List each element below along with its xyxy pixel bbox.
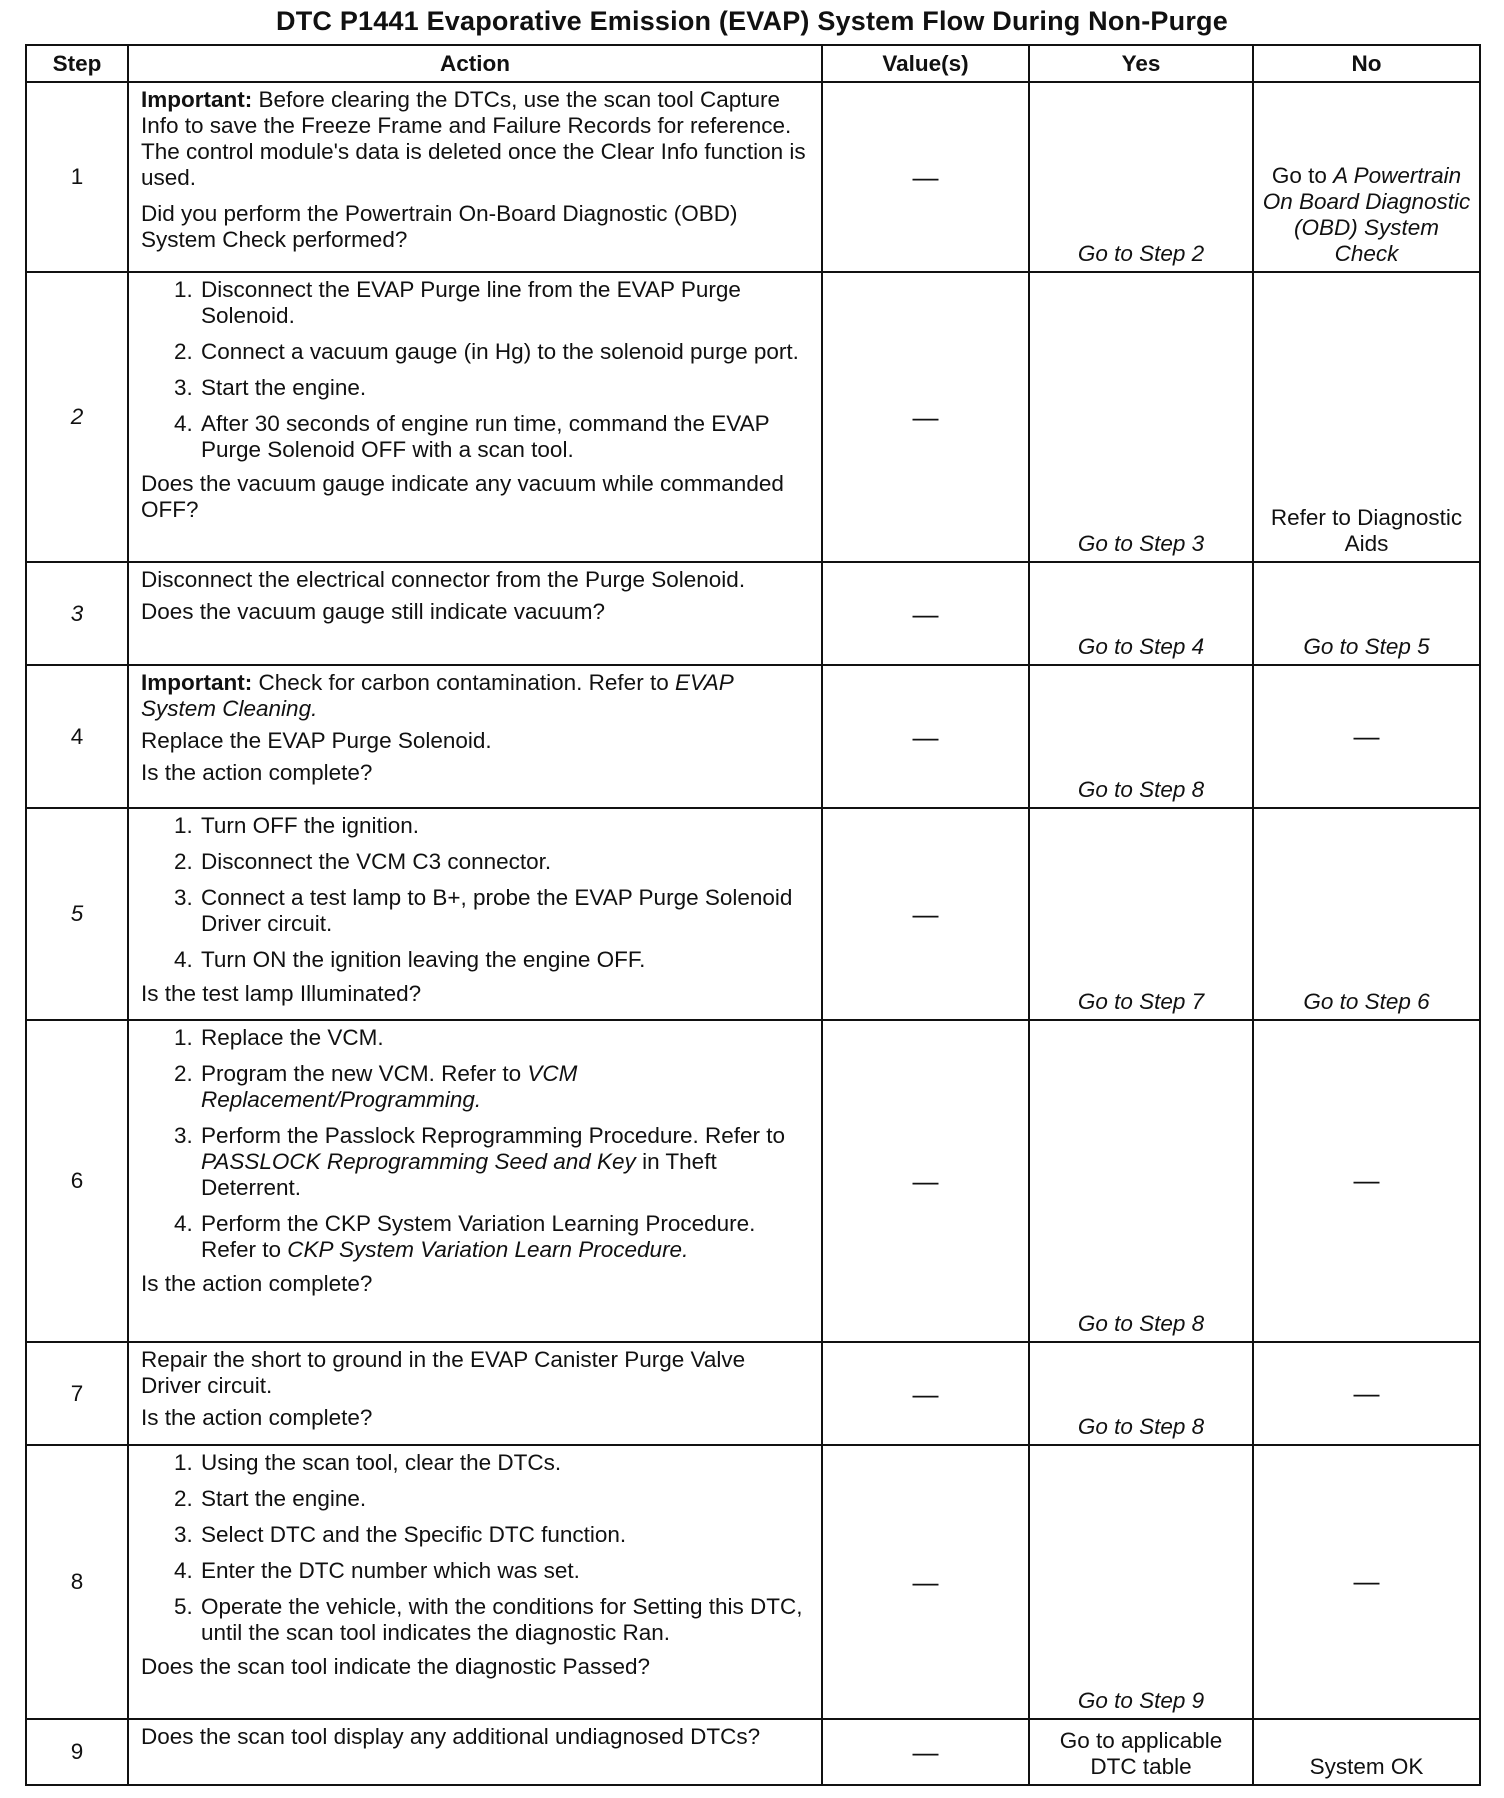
question-text: Is the action complete? [141, 760, 373, 785]
no-prefix: Go to [1271, 163, 1334, 188]
step-number: 4 [26, 665, 128, 808]
header-values: Value(s) [822, 45, 1029, 82]
list-item-text: Perform the Passlock Reprogramming Procedure. Refer to [201, 1123, 785, 1148]
action-cell [128, 665, 822, 808]
table-row [26, 665, 1480, 808]
step-number: 6 [26, 1020, 128, 1342]
list-item [199, 1211, 811, 1263]
value-cell: — [822, 82, 1029, 272]
list-item: 1. Disconnect the EVAP Purge line from the EVAP Purge Solenoid. [199, 277, 811, 329]
list-item-text: Program the new VCM. Refer to [201, 1061, 528, 1086]
yes-cell: Go to Step 2 [1029, 82, 1253, 272]
list-item: 1. Turn OFF the ignition. [199, 813, 811, 839]
action-cell [128, 1020, 822, 1342]
important-text: Before clearing the DTCs, use the scan tool Capture Info to save the Freeze Frame and Failure Records for reference. The control module's data is deleted once the Clear Info function is used. [141, 87, 806, 190]
action-cell [128, 562, 822, 665]
value-cell: — [822, 1020, 1029, 1342]
important-label: Important: [141, 670, 253, 695]
question-text: Does the vacuum gauge still indicate vacuum? [141, 599, 606, 624]
list-item: 4. Turn ON the ignition leaving the engine OFF. [199, 947, 811, 973]
action-text: Disconnect the electrical connector from the Purge Solenoid. [141, 567, 746, 592]
no-cell: — [1253, 1342, 1480, 1445]
no-cell: Go to Step 6 [1253, 808, 1480, 1020]
yes-cell: Go to Step 8 [1029, 1342, 1253, 1445]
question-text: Did you perform the Powertrain On-Board Diagnostic (OBD) System Check performed? [141, 201, 738, 252]
reference-link: EVAP System Cleaning. [141, 670, 733, 721]
yes-cell: Go to Step 4 [1029, 562, 1253, 665]
question-text: Does the vacuum gauge indicate any vacuum while commanded OFF? [141, 471, 784, 522]
header-no: No [1253, 45, 1480, 82]
value-cell: — [822, 808, 1029, 1020]
value-cell: — [822, 272, 1029, 562]
list-item: 3. Select DTC and the Specific DTC function. [199, 1522, 811, 1548]
table-row [26, 808, 1480, 1020]
step-number: 8 [26, 1445, 128, 1719]
list-item: 3. Connect a test lamp to B+, probe the EVAP Purge Solenoid Driver circuit. [199, 885, 811, 937]
no-cell: Refer to Diagnostic Aids [1253, 272, 1480, 562]
yes-cell: Go to Step 3 [1029, 272, 1253, 562]
no-cell: — [1253, 665, 1480, 808]
table-row [26, 1342, 1480, 1445]
important-text: Check for carbon contamination. Refer to [252, 670, 675, 695]
action-steps-list [141, 1450, 811, 1646]
reference-link: CKP System Variation Learn Procedure. [287, 1237, 689, 1262]
list-item: 1. Replace the VCM. [199, 1025, 811, 1051]
action-text: Repair the short to ground in the EVAP Canister Purge Valve Driver circuit. [141, 1347, 746, 1398]
list-item [199, 1061, 811, 1113]
list-item-text: Perform the CKP System Variation Learning Procedure. Refer to [201, 1211, 756, 1262]
value-cell: — [822, 1445, 1029, 1719]
yes-cell: Go to applicable DTC table [1029, 1719, 1253, 1785]
list-item: 3. Start the engine. [199, 375, 811, 401]
step-number: 2 [26, 272, 128, 562]
diagnostic-table [25, 44, 1481, 1786]
action-cell [128, 1719, 822, 1785]
step-number: 3 [26, 562, 128, 665]
no-link: A Powertrain On Board Diagnostic (OBD) System Check [1262, 163, 1471, 266]
important-note [141, 670, 811, 722]
header-yes: Yes [1029, 45, 1253, 82]
action-steps-list [141, 277, 811, 463]
yes-cell: Go to Step 9 [1029, 1445, 1253, 1719]
no-cell: System OK [1253, 1719, 1480, 1785]
list-item: 1. Using the scan tool, clear the DTCs. [199, 1450, 811, 1476]
list-item: 2. Connect a vacuum gauge (in Hg) to the solenoid purge port. [199, 339, 811, 365]
no-cell: — [1253, 1445, 1480, 1719]
value-cell: — [822, 665, 1029, 808]
yes-cell: Go to Step 8 [1029, 1020, 1253, 1342]
yes-cell: Go to Step 7 [1029, 808, 1253, 1020]
important-note [141, 87, 811, 191]
list-item: 5. Operate the vehicle, with the conditions for Setting this DTC, until the scan tool indicates the diagnostic Ran. [199, 1594, 811, 1646]
header-action: Action [128, 45, 822, 82]
list-item: 4. After 30 seconds of engine run time, command the EVAP Purge Solenoid OFF with a scan tool. [199, 411, 811, 463]
question-text: Does the scan tool indicate the diagnostic Passed? [141, 1654, 651, 1679]
action-cell [128, 1342, 822, 1445]
step-number: 5 [26, 808, 128, 1020]
page-title: DTC P1441 Evaporative Emission (EVAP) System Flow During Non-Purge [276, 6, 1228, 36]
reference-link: VCM Replacement/Programming. [201, 1061, 578, 1112]
table-header-row [26, 45, 1480, 82]
table-row [26, 562, 1480, 665]
question-text: Is the action complete? [141, 1405, 373, 1430]
step-number: 9 [26, 1719, 128, 1785]
table-row [26, 1020, 1480, 1342]
no-cell [1253, 82, 1480, 272]
action-steps-list [141, 813, 811, 973]
important-label: Important: [141, 87, 253, 112]
yes-cell: Go to Step 8 [1029, 665, 1253, 808]
question-text: Is the test lamp Illuminated? [141, 981, 422, 1006]
action-text: Replace the EVAP Purge Solenoid. [141, 728, 492, 753]
list-item: 4. Enter the DTC number which was set. [199, 1558, 811, 1584]
action-cell [128, 272, 822, 562]
table-row [26, 82, 1480, 272]
list-item: 2. Disconnect the VCM C3 connector. [199, 849, 811, 875]
step-number: 7 [26, 1342, 128, 1445]
question-text: Is the action complete? [141, 1271, 373, 1296]
list-item [199, 1123, 811, 1201]
action-cell [128, 1445, 822, 1719]
value-cell: — [822, 1719, 1029, 1785]
list-item-tail: in Theft Deterrent. [201, 1149, 717, 1200]
table-row [26, 1445, 1480, 1719]
action-steps-list [141, 1025, 811, 1263]
reference-link: PASSLOCK Reprogramming Seed and Key [201, 1149, 636, 1174]
table-row [26, 272, 1480, 562]
no-cell: — [1253, 1020, 1480, 1342]
question-text: Does the scan tool display any additional undiagnosed DTCs? [141, 1724, 761, 1749]
action-cell [128, 82, 822, 272]
table-row [26, 1719, 1480, 1785]
header-step: Step [26, 45, 128, 82]
value-cell: — [822, 1342, 1029, 1445]
action-cell [128, 808, 822, 1020]
no-cell: Go to Step 5 [1253, 562, 1480, 665]
list-item: 2. Start the engine. [199, 1486, 811, 1512]
step-number: 1 [26, 82, 128, 272]
value-cell: — [822, 562, 1029, 665]
